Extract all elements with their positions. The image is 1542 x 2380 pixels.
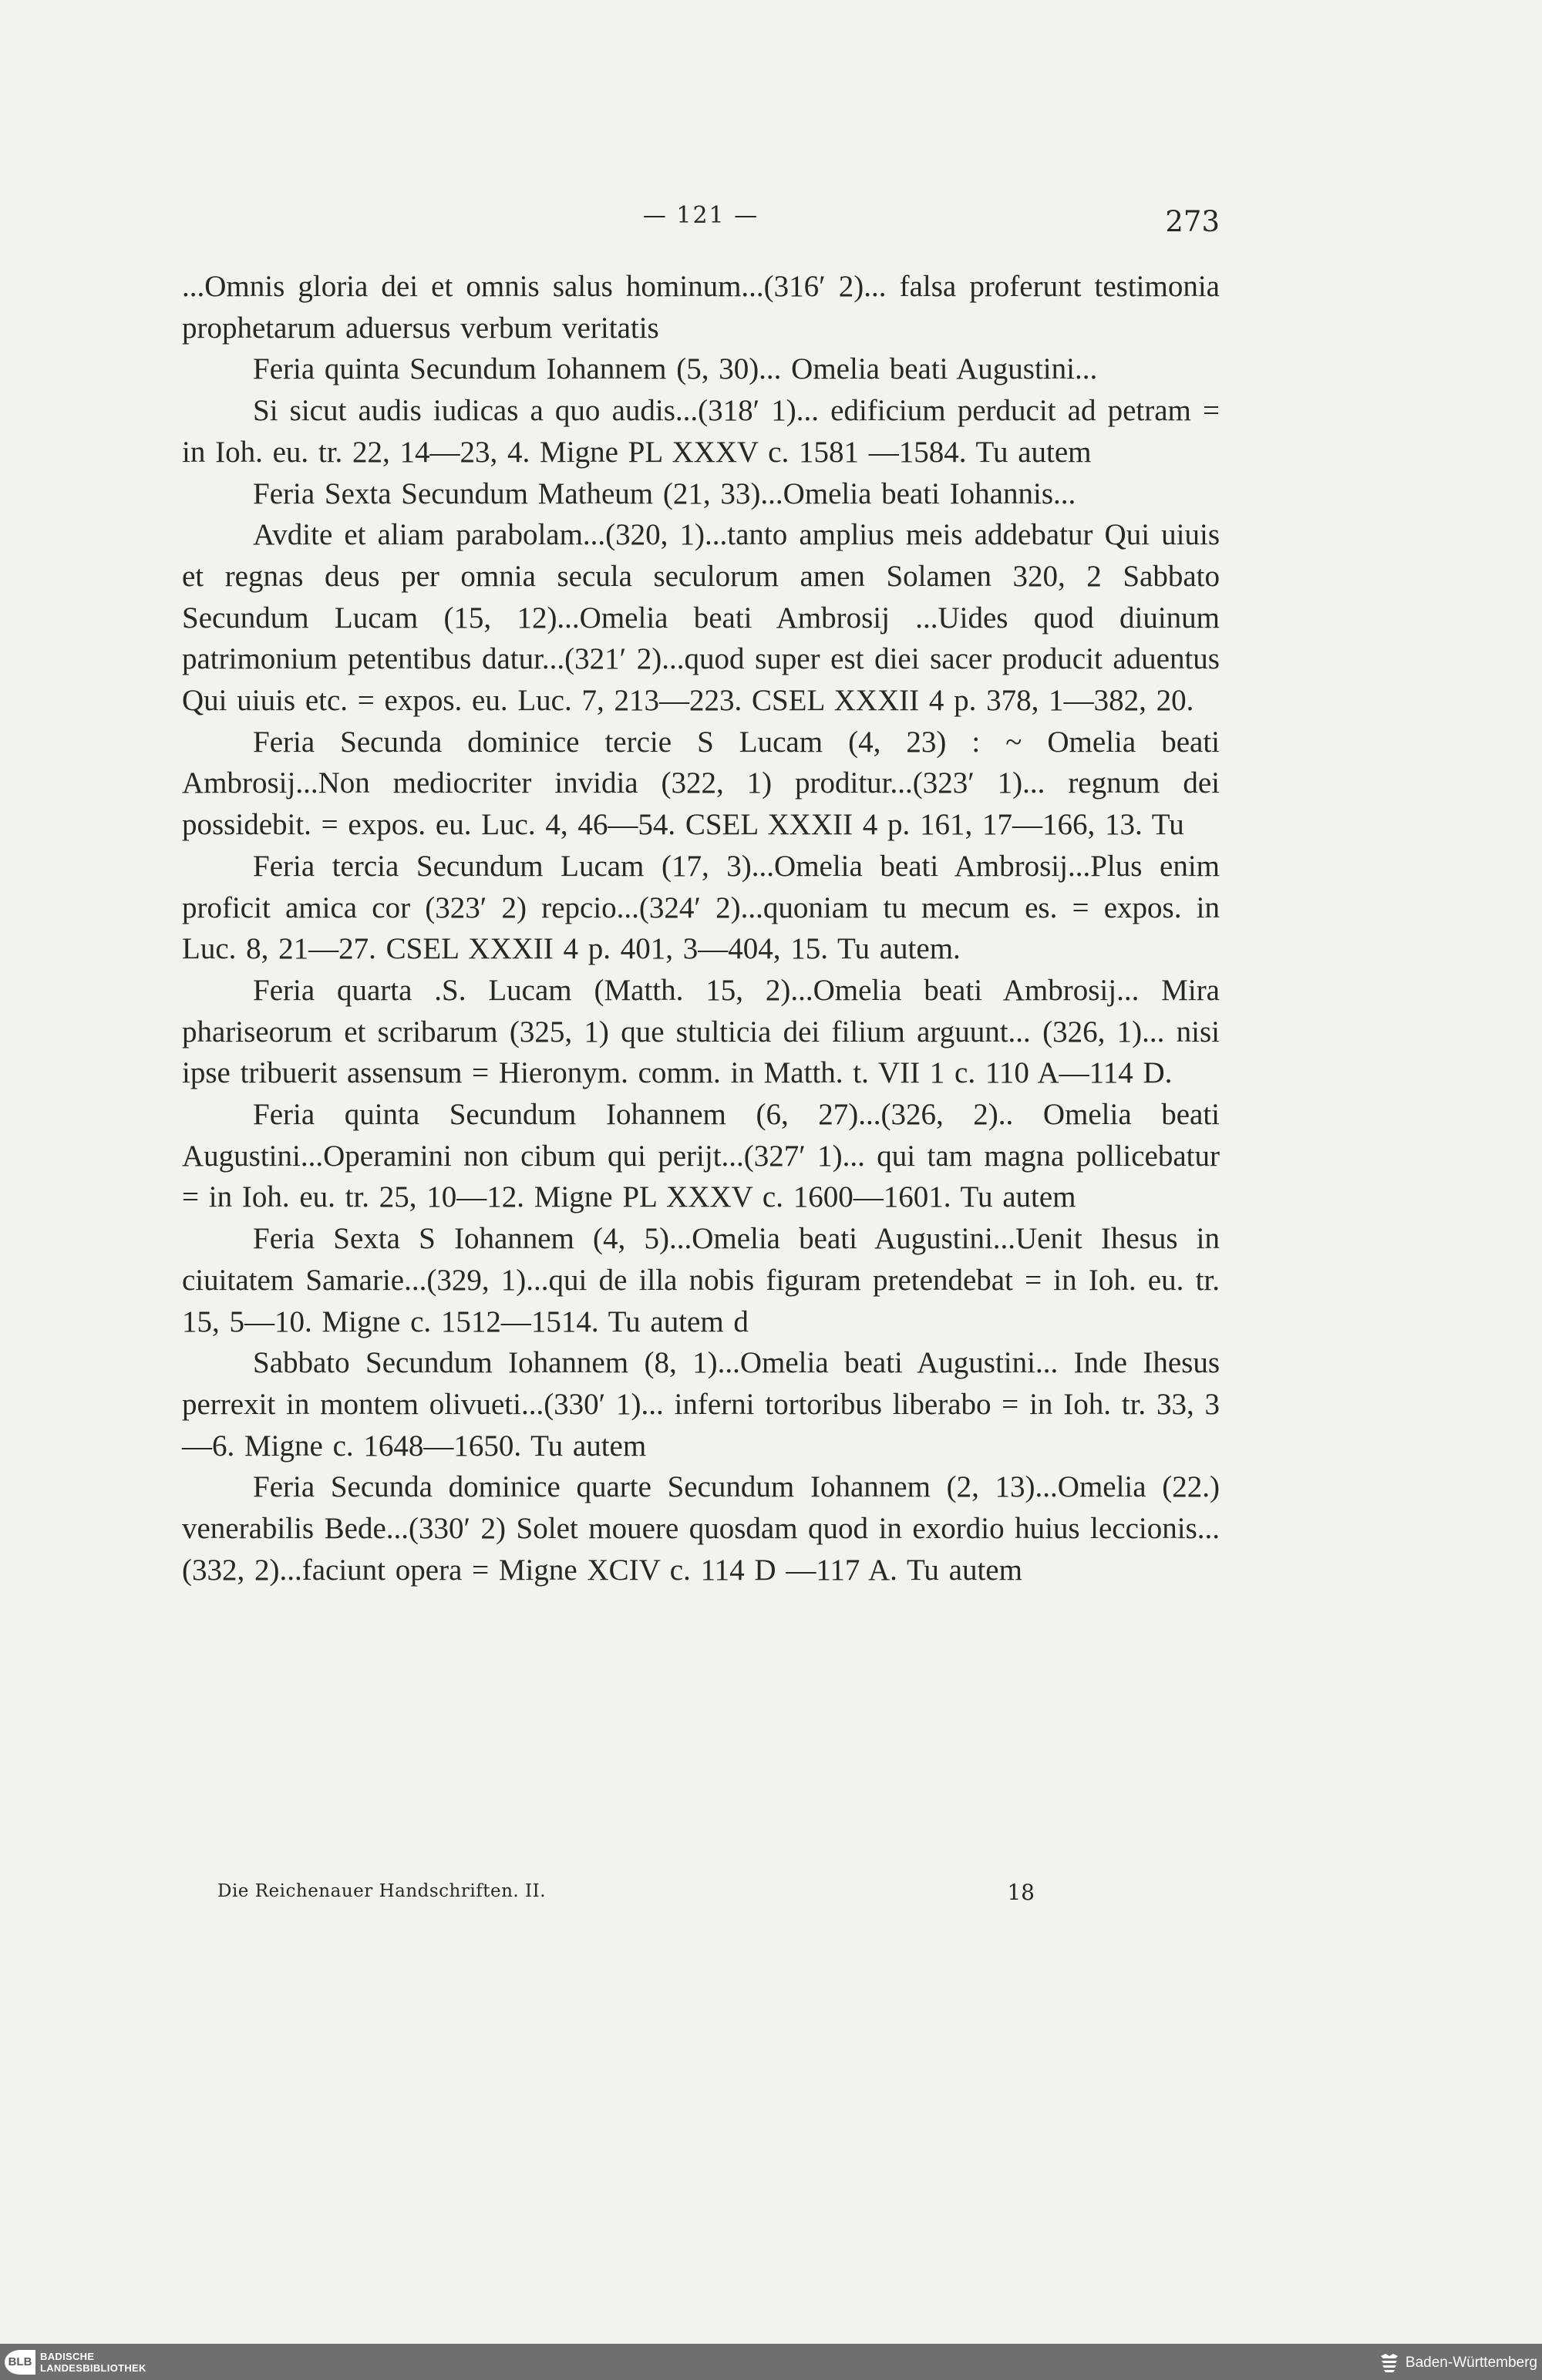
paragraph: Feria Sexta Secundum Matheum (21, 33)...Omelia beati Iohannis... — [253, 476, 1076, 510]
footer-signature-label: Die Reichenauer Handschriften. II. — [217, 1881, 547, 1901]
page-number-right: 273 — [1165, 205, 1220, 238]
library-name-line1: BADISCHE — [40, 2351, 95, 2362]
main-text — [182, 266, 1220, 1591]
page-header — [182, 202, 1220, 241]
page-number-center: — 121 — — [642, 202, 759, 229]
page-footer — [217, 1881, 1035, 1912]
library-name — [40, 2351, 146, 2374]
paragraph: ...Omnis gloria dei et omnis salus hominum...(316′ 2)... falsa proferunt testimonia prophetarum aduersus verbum veritatis — [182, 270, 1220, 345]
paragraph: Feria Secunda dominice tercie S Lucam (4, 23) : ~ Omelia beati Ambrosij...Non mediocriter invidia (322, 1) proditur...(323′ 1)... regnum dei possidebit. = expos. eu. Luc. 4, 46—54. CSEL XXXII 4 p. 161, 17—166, 13. Tu — [182, 725, 1220, 842]
state-crest-icon — [1379, 2351, 1400, 2373]
paragraph: Feria tercia Secundum Lucam (17, 3)...Omelia beati Ambrosij...Plus enim proficit amica cor (323′ 2) repcio...(324′ 2)...quoniam tu mecum es. = expos. in Luc. 8, 21—27. CSEL XXXII 4 p. 401, 3—404, 15. Tu autem. — [182, 849, 1220, 966]
paragraph: Avdite et aliam parabolam...(320, 1)...tanto amplius meis addebatur Qui uiuis et regnas deus per omnia secula seculorum amen Solamen 320, 2 Sabbato Secundum Lucam (15, 12)...Omelia beati Ambrosij ...Uides quod diuinum patrimonium petentibus datur...(321′ 2)...quod super est diei sacer producit aduentus Qui uiuis etc. = expos. eu. Luc. 7, 213—223. CSEL XXXII 4 p. 378, 1—382, 20. — [182, 518, 1220, 718]
paragraph: Sabbato Secundum Iohannem (8, 1)...Omelia beati Augustini... Inde Ihesus perrexit in montem olivueti...(330′ 1)... inferni tortoribus liberabo = in Ioh. tr. 33, 3—6. Migne c. 1648—1650. Tu autem — [182, 1346, 1220, 1463]
paragraph: Feria quinta Secundum Iohannem (5, 30)... Omelia beati Augustini... — [253, 352, 1098, 386]
library-name-line2: LANDESBIBLIOTHEK — [40, 2362, 146, 2374]
footer-signature-number: 18 — [1007, 1880, 1035, 1905]
paragraph: Si sicut audis iudicas a quo audis...(318′ 1)... edificium perducit ad petram = in Ioh. eu. tr. 22, 14—23, 4. Migne PL XXXV c. 1581 —1584. Tu autem — [182, 394, 1220, 469]
library-bar — [0, 2344, 1542, 2380]
paragraph: Feria Secunda dominice quarte Secundum Iohannem (2, 13)...Omelia (22.) venerabilis Bede...(330′ 2) Solet mouere quosdam quod in exordio huius leccionis...(332, 2)...faciunt opera = Migne XCIV c. 114 D —117 A. Tu autem — [182, 1470, 1220, 1587]
paragraph: Feria quarta .S. Lucam (Matth. 15, 2)...Omelia beati Ambrosij... Mira phariseorum et scribarum (325, 1) que stulticia dei filium arguunt... (326, 1)... nisi ipse tribuerit assensum = Hieronym. comm. in Matth. t. VII 1 c. 110 A—114 D. — [182, 973, 1220, 1090]
paragraph: Feria quinta Secundum Iohannem (6, 27)...(326, 2).. Omelia beati Augustini...Operamini non cibum qui perijt...(327′ 1)... qui tam magna pollicebatur = in Ioh. eu. tr. 25, 10—12. Migne PL XXXV c. 1600—1601. Tu autem — [182, 1098, 1220, 1214]
state-name: Baden-Württemberg — [1405, 2355, 1537, 2371]
blb-logo-icon[interactable]: BLB — [5, 2350, 35, 2375]
paragraph: Feria Sexta S Iohannem (4, 5)...Omelia beati Augustini...Uenit Ihesus in ciuitatem Samarie...(329, 1)...qui de illa nobis figuram pretendebat = in Ioh. eu. tr. 15, 5—10. Migne c. 1512—1514. Tu autem d — [182, 1222, 1220, 1338]
